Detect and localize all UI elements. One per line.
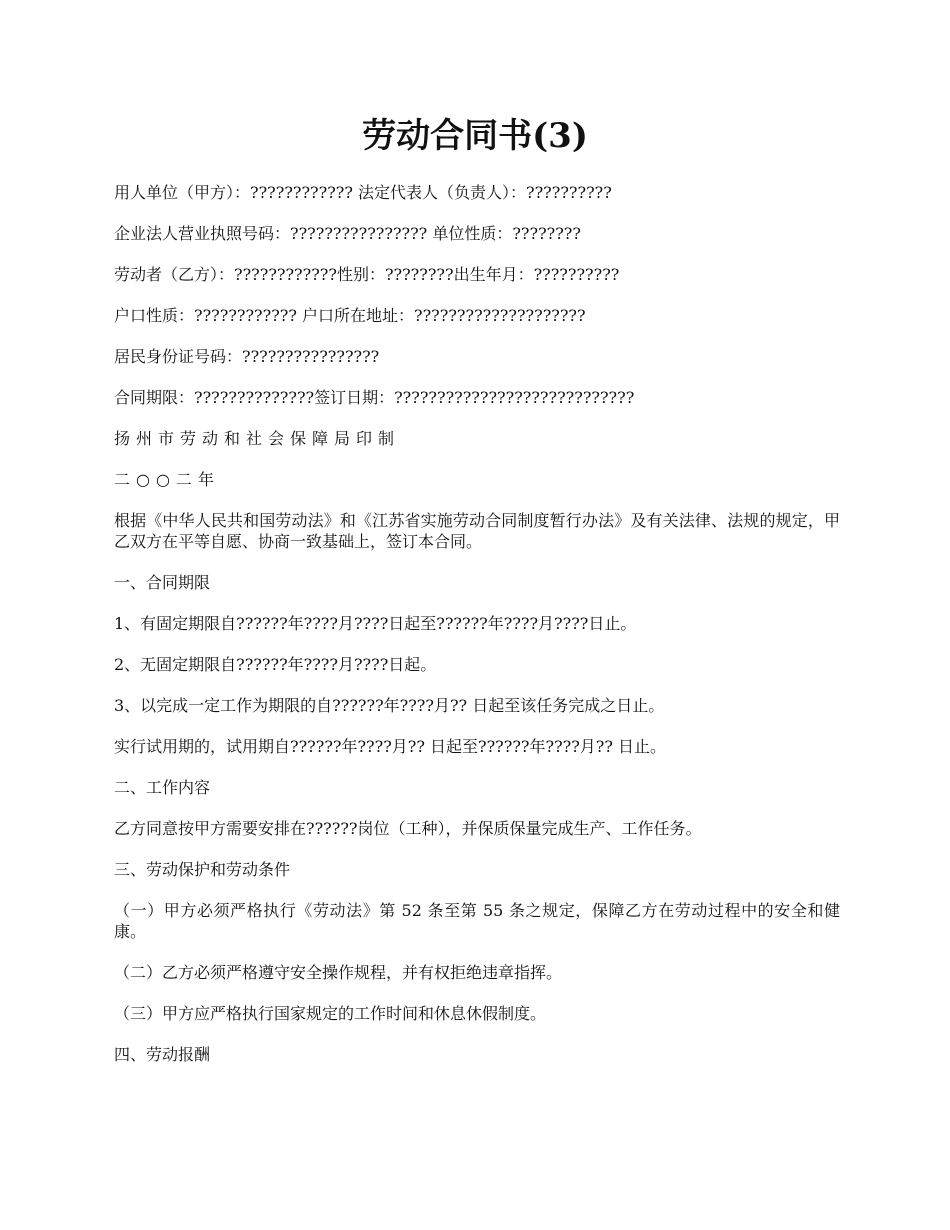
preamble-paragraph: 根据《中华人民共和国劳动法》和《江苏省实施劳动合同制度暂行办法》及有关法律、法规的规定，甲乙双方在平等自愿、协商一致基础上，签订本合同。: [114, 511, 840, 551]
contract-term-line: 合同期限：??????????????签订日期：????????????????????????????: [114, 388, 635, 407]
issuer-line: 扬州市劳动和社会保障局印制: [114, 429, 401, 448]
document-title: 劳动合同书(3): [362, 116, 588, 156]
term-item-2: 2、无固定期限自??????年????月????日起。: [114, 655, 437, 674]
section-heading-term: 一、合同期限: [114, 573, 211, 592]
document-body: [114, 182, 840, 1085]
section-heading-protection: 三、劳动保护和劳动条件: [114, 860, 291, 879]
employer-info-line: 用人单位（甲方）：???????????? 法定代表人（负责人）：??????????: [114, 183, 612, 202]
term-item-3: 3、以完成一定工作为期限的自??????年????月?? 日起至该任务完成之日止。: [114, 696, 665, 715]
protection-item-1: （一）甲方必须严格执行《劳动法》第 52 条至第 55 条之规定，保障乙方在劳动过程中的安全和健康。: [114, 901, 840, 941]
protection-item-2: （二）乙方必须严格遵守安全操作规程，并有权拒绝违章指挥。: [114, 963, 563, 982]
business-license-line: 企业法人营业执照号码：???????????????? 单位性质：????????: [114, 224, 581, 243]
id-card-line: 居民身份证号码：????????????????: [114, 347, 380, 366]
section-heading-work: 二、工作内容: [114, 778, 211, 797]
section-heading-remuneration: 四、劳动报酬: [114, 1045, 211, 1064]
term-item-1: 1、有固定期限自??????年????月????日起至??????年????月????日止。: [114, 614, 637, 633]
household-registration-line: 户口性质：???????????? 户口所在地址：????????????????????: [114, 306, 586, 325]
protection-item-3: （三）甲方应严格执行国家规定的工作时间和休息休假制度。: [114, 1004, 547, 1023]
employee-info-line: 劳动者（乙方）：????????????性别：????????出生年月：??????????: [114, 265, 620, 284]
year-line: 二○○二年: [114, 470, 220, 489]
work-content-paragraph: 乙方同意按甲方需要安排在??????岗位（工种），并保质保量完成生产、工作任务。: [114, 819, 702, 838]
probation-line: 实行试用期的，试用期自??????年????月?? 日起至??????年????月?? 日止。: [114, 737, 667, 756]
